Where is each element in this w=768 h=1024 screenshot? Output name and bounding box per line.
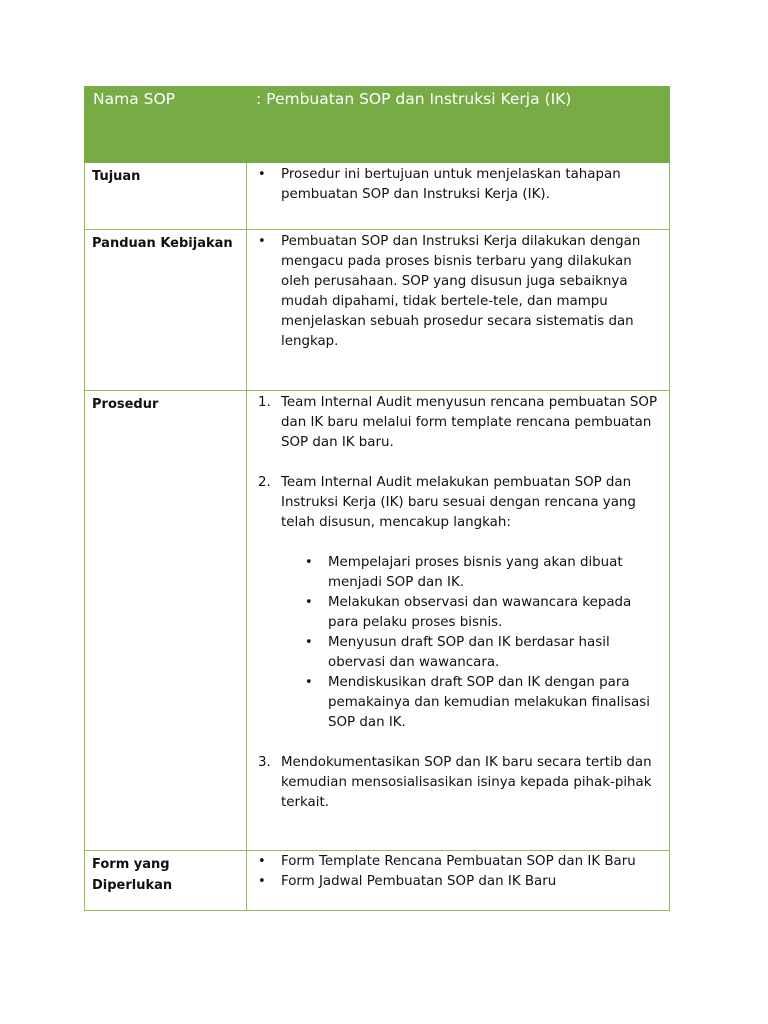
step-item xyxy=(247,753,663,813)
step-text: Mendokumentasikan SOP dan IK baru secara tertib dan kemudian mensosialisasikan isinya kepada pihak-pihak terkait. xyxy=(281,755,652,810)
substep-item: • Mendiskusikan draft SOP dan IK dengan para pemakainya dan kemudian melakukan finalisasi SOP dan IK. xyxy=(247,673,663,733)
tujuan-label-cell xyxy=(85,163,247,230)
sop-name-label: Nama SOP xyxy=(93,90,176,108)
form-content-cell xyxy=(247,851,670,911)
list-item: • Pembuatan SOP dan Instruksi Kerja dilakukan dengan mengacu pada proses bisnis terbaru yang dilakukan oleh perusahaan. SOP yang disusun juga sebaiknya mudah dipahami, tidak bertele-tele, dan mampu menjelaskan sebuah prosedur secara sistematis dan lengkap. xyxy=(247,232,663,352)
step-item xyxy=(247,393,663,453)
tujuan-row xyxy=(85,163,670,230)
sop-name-value: : Pembuatan SOP dan Instruksi Kerja (IK) xyxy=(256,90,572,108)
sop-table xyxy=(84,86,670,911)
prosedur-steps xyxy=(247,393,663,813)
tujuan-label: Tujuan xyxy=(92,169,141,184)
prosedur-label-cell xyxy=(85,391,247,851)
form-label-cell xyxy=(85,851,247,911)
form-label xyxy=(85,851,246,896)
step-number: 2. xyxy=(258,475,271,490)
form-list xyxy=(247,852,663,892)
form-label-line2: Diperlukan xyxy=(92,878,173,893)
spacer xyxy=(247,733,663,753)
list-item: • Form Jadwal Pembuatan SOP dan IK Baru xyxy=(247,872,663,892)
header-value-cell xyxy=(247,87,670,163)
tujuan-list xyxy=(247,165,663,205)
substep-item: • Melakukan observasi dan wawancara kepada para pelaku proses bisnis. xyxy=(247,593,663,633)
panduan-content-cell xyxy=(247,230,670,391)
panduan-list xyxy=(247,232,663,352)
step-number: 3. xyxy=(258,755,271,770)
prosedur-label: Prosedur xyxy=(92,397,159,412)
step-text: Team Internal Audit menyusun rencana pembuatan SOP dan IK baru melalui form template rencana pembuatan SOP dan IK baru. xyxy=(281,395,658,450)
header-row xyxy=(85,87,670,163)
panduan-label: Panduan Kebijakan xyxy=(92,236,233,251)
form-label-line1: Form yang xyxy=(92,857,170,872)
step-text: Team Internal Audit melakukan pembuatan SOP dan Instruksi Kerja (IK) baru sesuai dengan rencana yang telah disusun, mencakup langkah: xyxy=(281,475,636,530)
substep-list xyxy=(281,553,663,733)
panduan-label-cell xyxy=(85,230,247,391)
list-item: • Form Template Rencana Pembuatan SOP dan IK Baru xyxy=(247,852,663,872)
prosedur-content-cell xyxy=(247,391,670,851)
step-item xyxy=(247,473,663,733)
spacer xyxy=(247,453,663,473)
substep-item: • Mempelajari proses bisnis yang akan dibuat menjadi SOP dan IK. xyxy=(247,553,663,593)
header-label-cell xyxy=(85,87,247,163)
tujuan-content-cell xyxy=(247,163,670,230)
step-number: 1. xyxy=(258,395,271,410)
panduan-row xyxy=(85,230,670,391)
prosedur-row xyxy=(85,391,670,851)
substep-item: • Menyusun draft SOP dan IK berdasar hasil obervasi dan wawancara. xyxy=(247,633,663,673)
form-row xyxy=(85,851,670,911)
list-item: • Prosedur ini bertujuan untuk menjelaskan tahapan pembuatan SOP dan Instruksi Kerja (IK). xyxy=(247,165,663,205)
